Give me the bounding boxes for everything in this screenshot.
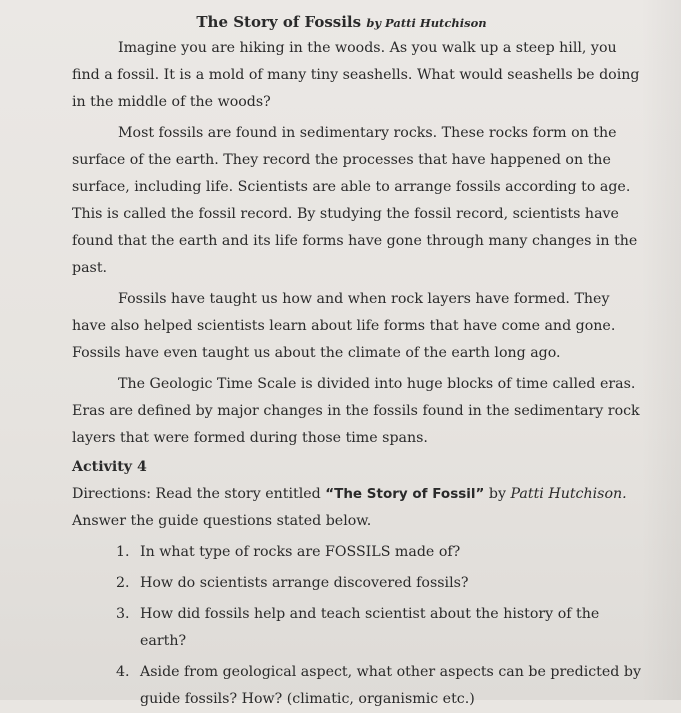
question-text: How do scientists arrange discovered fossils?: [140, 575, 469, 591]
activity-heading: Activity 4: [72, 459, 147, 475]
directions-suffix: Answer the guide questions stated below.: [72, 513, 372, 529]
title-text: The Story of Fossils: [196, 13, 362, 31]
question-number: 3.: [116, 606, 130, 622]
question-item: [72, 570, 641, 597]
paragraph-4: The Geologic Time Scale is divided into huge blocks of time called eras. Eras are defined by major changes in the fossils found in the sedimentary rock layers that were formed during those time spans.: [72, 376, 640, 446]
directions-author: Patti Hutchison.: [510, 486, 627, 502]
question-item: [72, 659, 641, 713]
directions-middle: by: [484, 486, 511, 502]
directions: [72, 481, 641, 535]
story-title: [72, 10, 641, 35]
paragraph-2: Most fossils are found in sedimentary rocks. These rocks form on the surface of the earth. They record the processes that have happened on the surface, including life. Scientists are able to arrange fossils according to age. This is called the fossil record. By studying the fossil record, scientists have found that the earth and its life forms have gone through many changes in the past.: [72, 125, 638, 276]
directions-story-title: “The Story of Fossil”: [325, 486, 485, 502]
question-text: Aside from geological aspect, what other aspects can be predicted by guide fossils? How? (climatic, organismic etc.): [140, 664, 641, 707]
paragraph-3: Fossils have taught us how and when rock layers have formed. They have also helped scientists learn about life forms that have come and gone. Fossils have even taught us about the climate of the earth long ago.: [72, 291, 616, 361]
paragraph-1: Imagine you are hiking in the woods. As you walk up a steep hill, you find a fossil. It is a mold of many tiny seashells. What would seashells be doing in the middle of the woods?: [72, 40, 640, 110]
question-list: [72, 539, 641, 713]
byline: by Patti Hutchison: [366, 16, 487, 30]
question-number: 2.: [116, 575, 130, 591]
question-item: [72, 539, 641, 566]
question-text: How did fossils help and teach scientist about the history of the earth?: [140, 606, 600, 649]
question-item: [72, 601, 641, 655]
directions-prefix: Directions: Read the story entitled: [72, 486, 326, 502]
question-number: 1.: [116, 544, 130, 560]
question-number: 4.: [116, 664, 130, 680]
question-text: In what type of rocks are FOSSILS made of?: [140, 544, 461, 560]
page-shadow: [641, 0, 681, 700]
